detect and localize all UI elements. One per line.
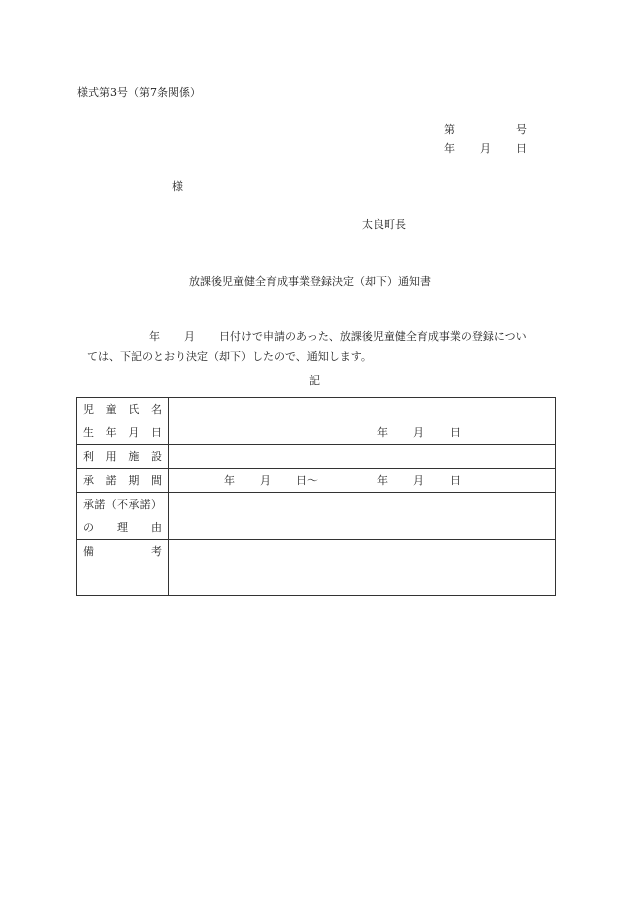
period-start-month: 月 <box>260 474 271 487</box>
table-row <box>77 540 556 596</box>
period-start-day: 日～ <box>296 474 318 487</box>
issue-date-year: 年 <box>444 142 455 155</box>
form-number: 様式第3号（第7条関係） <box>77 86 201 99</box>
birth-month: 月 <box>413 426 424 439</box>
issuer: 太良町長 <box>362 218 406 231</box>
document-title: 放課後児童健全育成事業登録決定（却下）通知書 <box>189 275 431 288</box>
remarks-label: 備考 <box>83 545 162 558</box>
facility-label-cell <box>77 445 169 469</box>
period-start-year: 年 <box>224 474 235 487</box>
period-end-year: 年 <box>377 474 388 487</box>
facility-value-cell <box>169 445 556 469</box>
table-row <box>77 493 556 540</box>
body-year: 年 <box>149 330 160 343</box>
body-month: 月 <box>184 330 195 343</box>
table-row <box>77 398 556 445</box>
birth-date-label: 生年月日 <box>83 426 162 439</box>
document-number-prefix: 第 <box>444 123 455 136</box>
table-row <box>77 469 556 493</box>
document-number-suffix: 号 <box>516 123 527 136</box>
child-label-cell <box>77 398 169 445</box>
reason-label-2: の理由 <box>83 521 162 534</box>
body-text-1: 日付けで申請のあった、放課後児童健全育成事業の登録につい <box>219 330 527 343</box>
period-label-cell <box>77 469 169 493</box>
reason-label-cell <box>77 493 169 540</box>
period-value-cell <box>169 469 556 493</box>
period-end-day: 日 <box>450 474 461 487</box>
issue-date-month: 月 <box>480 142 491 155</box>
remarks-value-cell <box>169 540 556 596</box>
period-end-month: 月 <box>413 474 424 487</box>
ki-heading: 記 <box>309 374 320 387</box>
table-row <box>77 445 556 469</box>
reason-value-cell <box>169 493 556 540</box>
details-table <box>76 397 556 596</box>
addressee-suffix: 様 <box>172 180 183 193</box>
birth-year: 年 <box>377 426 388 439</box>
child-name-label: 児童氏名 <box>83 403 162 416</box>
issue-date-day: 日 <box>516 142 527 155</box>
reason-label-1: 承諾（不承諾） <box>83 498 162 511</box>
birth-day: 日 <box>450 426 461 439</box>
facility-label: 利用施設 <box>83 450 162 463</box>
period-label: 承諾期間 <box>83 474 162 487</box>
remarks-label-cell <box>77 540 169 596</box>
body-line-2: ては、下記のとおり決定（却下）したので、通知します。 <box>87 350 372 363</box>
child-value-cell <box>169 398 556 445</box>
